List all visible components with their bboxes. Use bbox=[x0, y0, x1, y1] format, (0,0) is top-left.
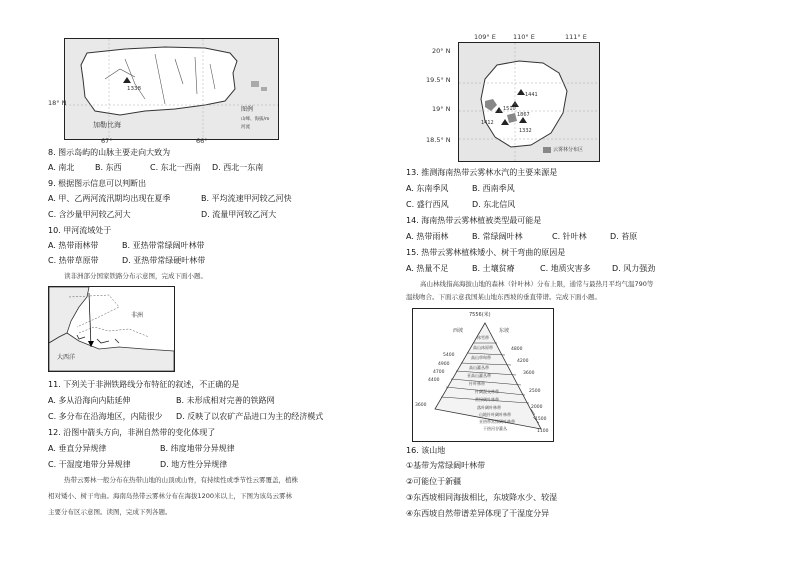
q15-option-a[interactable]: A. 热量不足 bbox=[406, 264, 449, 273]
q13-option-b[interactable]: B. 西南季风 bbox=[472, 184, 515, 193]
hainan-peak-1412: 1412 bbox=[481, 120, 494, 126]
intro-africa: 读非洲部分国家铁路分布示意图，完成下面小题。 bbox=[64, 272, 207, 280]
right-altitude-tick: 4800 bbox=[511, 347, 523, 352]
fig3-lon3: 111° E bbox=[565, 33, 587, 41]
q14-stem: 14. 海南热带云雾林植被类型最可能是 bbox=[406, 216, 542, 225]
q14-option-a[interactable]: A. 热带雨林 bbox=[406, 232, 449, 241]
zone-label: 高山灌丛带 bbox=[469, 365, 489, 370]
q13-option-c[interactable]: C. 盛行西风 bbox=[406, 200, 449, 209]
zone-label: 针阔混交林带 bbox=[475, 389, 499, 394]
fig1-lon2-label: 66° bbox=[196, 137, 208, 145]
q11-option-b[interactable]: B. 未形成相对完善的铁路网 bbox=[176, 396, 275, 405]
q12-option-a[interactable]: A. 垂直分异规律 bbox=[48, 444, 107, 453]
legend-title: 图例 bbox=[241, 106, 254, 113]
vertical-zonation-figure bbox=[412, 308, 554, 442]
q14-option-c[interactable]: C. 针叶林 bbox=[552, 232, 587, 241]
q15-stem: 15. 热带云雾林植株矮小、树干弯曲的原因是 bbox=[406, 248, 566, 257]
zone-label: 山地针叶阔叶林带 bbox=[479, 412, 511, 417]
q13-option-d[interactable]: D. 东北信风 bbox=[472, 200, 516, 209]
ocean-label: 大西洋 bbox=[57, 354, 76, 361]
q12-option-b[interactable]: B. 纬度地带分异规律 bbox=[160, 444, 235, 453]
left-altitude-tick: 4700 bbox=[433, 370, 445, 375]
q16-statement-3[interactable]: ③东西坡相同海拔相比，东坡降水少、较湿 bbox=[406, 493, 558, 502]
zone-label: 高山冰原带 bbox=[473, 345, 493, 350]
q12-option-d[interactable]: D. 地方性分异规律 bbox=[160, 460, 228, 469]
q8-option-d[interactable]: D. 西北一东南 bbox=[212, 163, 264, 172]
fig1-lat-label: 18° N bbox=[48, 99, 67, 107]
q11-option-c[interactable]: C. 多分布在沿海地区，内陆很少 bbox=[48, 412, 163, 421]
right-altitude-tick: 2500 bbox=[529, 389, 541, 394]
africa-railway-map-figure bbox=[48, 286, 175, 372]
left-altitude-tick: 4900 bbox=[438, 362, 450, 367]
q15-option-d[interactable]: D. 风力强劲 bbox=[612, 264, 656, 273]
intro-treeline-line1: 高山林线指高海拔山地的森林（针叶林）分布上限，通常与最热月平均气温790等 bbox=[420, 280, 654, 288]
zone-label: 亚热带常绿阔叶林带 bbox=[479, 419, 515, 424]
q9-option-d[interactable]: D. 流量甲河较乙河大 bbox=[201, 210, 277, 219]
fig3-lat4: 18.5° N bbox=[426, 136, 451, 144]
left-altitude-tick: 4400 bbox=[428, 378, 440, 383]
right-altitude-tick: 1500 bbox=[535, 417, 547, 422]
hainan-map bbox=[459, 43, 599, 161]
legend-item-peak: 山峰、海拔/m bbox=[241, 117, 270, 122]
hainan-legend: 云雾林分布区 bbox=[553, 147, 584, 153]
zone-label: 亚高山灌丛带 bbox=[467, 373, 491, 378]
q12-option-c[interactable]: C. 干湿度地带分异规律 bbox=[48, 460, 131, 469]
zone-label: 高山草甸带 bbox=[471, 355, 491, 360]
q9-option-a[interactable]: A. 甲、乙两河流汛期均出现在夏季 bbox=[48, 194, 171, 203]
q10-option-c[interactable]: C. 热带草原带 bbox=[48, 256, 99, 265]
zone-label: 常绿阔叶林带 bbox=[475, 397, 499, 402]
q11-option-d[interactable]: D. 反映了以农矿产品进口为主的经济模式 bbox=[176, 412, 324, 421]
fig3-lon1: 109° E bbox=[474, 33, 496, 41]
zone-label: 落叶阔叶林带 bbox=[477, 405, 501, 410]
zone-label: 干热河谷灌丛 bbox=[483, 426, 507, 431]
intro-cloud-forest-line2: 相对矮小、树干弯曲。海南岛热带云雾林分布在海拔1200米以上，下图为该岛云雾林 bbox=[48, 492, 293, 500]
fig1-lon1-label: 67° bbox=[101, 137, 113, 145]
hainan-peak-1441: 1441 bbox=[525, 92, 538, 98]
q16-statement-1[interactable]: ①基带为常绿阔叶林带 bbox=[406, 461, 486, 470]
q15-option-b[interactable]: B. 土壤贫瘠 bbox=[472, 264, 515, 273]
q8-option-a[interactable]: A. 南北 bbox=[48, 163, 75, 172]
q9-stem: 9. 根据图示信息可以判断出 bbox=[48, 179, 147, 188]
hainan-peak-1332: 1332 bbox=[519, 128, 532, 134]
intro-cloud-forest-line3: 主要分布区示意图。读图，完成下列各题。 bbox=[48, 508, 172, 516]
q8-option-c[interactable]: C. 东北一西南 bbox=[150, 163, 201, 172]
q16-stem: 16. 该山地 bbox=[406, 446, 446, 455]
left-altitude-tick: 3600 bbox=[415, 403, 427, 408]
intro-treeline-line2: 温线吻合。下面示意我国某山地东西坡的垂直带谱。完成下面小题。 bbox=[406, 293, 601, 301]
fig3-lat2: 19.5° N bbox=[426, 76, 451, 84]
intro-cloud-forest-line1: 热带云雾林一般分布在热带山地的山顶或山脊，有持续性或季节性云雾覆盖，植株 bbox=[64, 476, 298, 484]
q10-stem: 10. 甲河流域处于 bbox=[48, 226, 112, 235]
q8-option-b[interactable]: B. 东西 bbox=[95, 163, 122, 172]
hainan-peak-1510: 1510 bbox=[503, 106, 516, 112]
q13-option-a[interactable]: A. 东南季风 bbox=[406, 184, 449, 193]
fig3-lat1: 20° N bbox=[432, 47, 451, 55]
q13-stem: 13. 推测海南热带云雾林水汽的主要来源是 bbox=[406, 168, 558, 177]
peak-value: 1338 bbox=[127, 86, 141, 92]
right-altitude-tick: 4200 bbox=[517, 359, 529, 364]
right-altitude-tick: 2000 bbox=[531, 405, 543, 410]
right-altitude-tick: 3600 bbox=[523, 371, 535, 376]
sea-label: 加勒比海 bbox=[93, 121, 121, 129]
q12-stem: 12. 沿图中箭头方向，非洲自然带的变化体现了 bbox=[48, 428, 216, 437]
q9-option-c[interactable]: C. 含沙量甲河较乙河大 bbox=[48, 210, 131, 219]
q10-option-b[interactable]: B. 亚热带常绿阔叶林带 bbox=[122, 241, 205, 250]
q16-statement-4[interactable]: ④东西坡自然带谱差异体现了干湿度分异 bbox=[406, 509, 550, 518]
zone-label: 针叶林带 bbox=[469, 381, 485, 386]
right-altitude-tick: 1100 bbox=[537, 429, 549, 434]
q16-statement-2[interactable]: ②可能位于新疆 bbox=[406, 477, 462, 486]
q9-option-b[interactable]: B. 平均流速甲河较乙河快 bbox=[201, 194, 292, 203]
hainan-peak-1867: 1867 bbox=[517, 112, 530, 118]
legend-item-river: 河流 bbox=[241, 125, 250, 130]
island-map-figure bbox=[64, 38, 279, 140]
summit-label: 7556(米) bbox=[469, 312, 491, 318]
left-altitude-tick: 5400 bbox=[443, 353, 455, 358]
zone-label: 冰雪带 bbox=[477, 335, 489, 340]
east-slope-label: 东坡 bbox=[499, 328, 510, 334]
fig3-lat3: 19° N bbox=[432, 105, 451, 113]
q15-option-c[interactable]: C. 地质灾害多 bbox=[540, 264, 591, 273]
q11-stem: 11. 下列关于非洲铁路线分布特征的叙述，不正确的是 bbox=[48, 380, 240, 389]
fig3-lon2: 110° E bbox=[513, 33, 535, 41]
hainan-map-figure bbox=[458, 42, 600, 162]
q14-option-b[interactable]: B. 常绿阔叶林 bbox=[472, 232, 523, 241]
q8-stem: 8. 图示岛屿的山脉主要走向大致为 bbox=[48, 148, 171, 157]
africa-label: 非洲 bbox=[131, 312, 144, 319]
q14-option-d[interactable]: D. 苔原 bbox=[610, 232, 638, 241]
west-slope-label: 西坡 bbox=[453, 328, 464, 334]
q10-option-d[interactable]: D. 亚热带常绿硬叶林带 bbox=[122, 256, 206, 265]
q10-option-a[interactable]: A. 热带雨林带 bbox=[48, 241, 99, 250]
q11-option-a[interactable]: A. 多从沿海向内陆延伸 bbox=[48, 396, 131, 405]
